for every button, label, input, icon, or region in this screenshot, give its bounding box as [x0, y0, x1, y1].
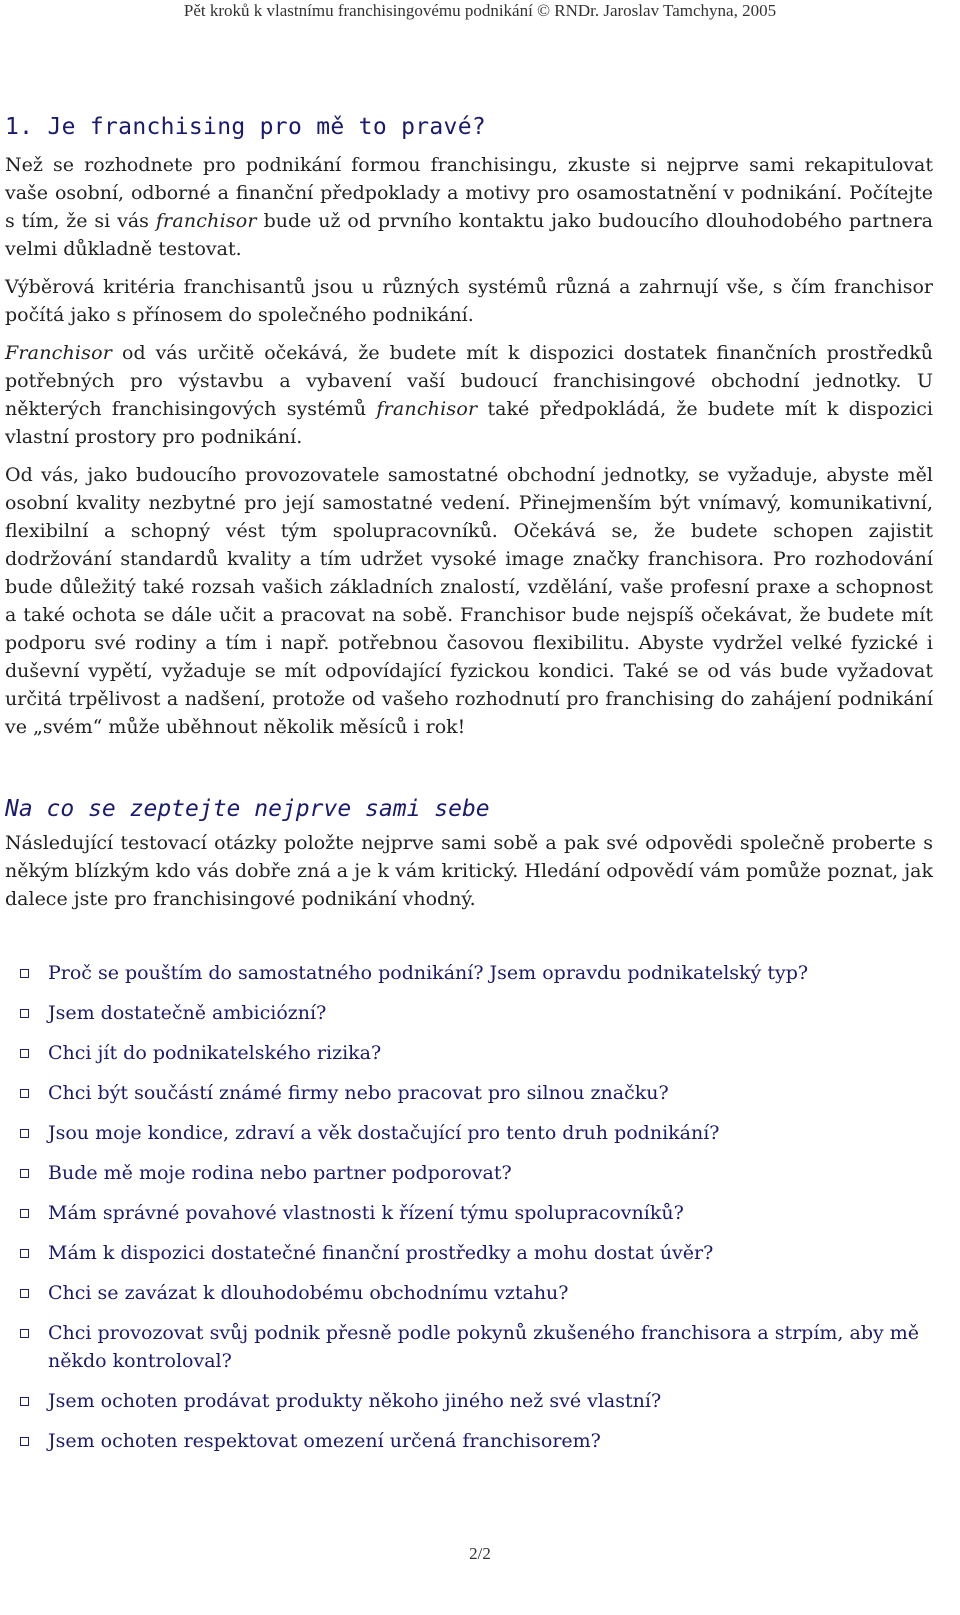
- checkbox-square-icon: [20, 1437, 29, 1446]
- paragraph-criteria: Výběrová kritéria franchisantů jsou u různých systémů různá a zahrnují vše, s čím franchisor počítá jako s přínosem do společného podnikání.: [5, 276, 933, 326]
- section-title: 1. Je franchising pro mě to pravé?: [5, 114, 487, 140]
- question-item: Chci se zavázat k dlouhodobému obchodnímu vztahu?: [5, 1279, 933, 1307]
- question-item: Chci jít do podnikatelského rizika?: [5, 1039, 933, 1067]
- question-item: Jsem ochoten prodávat produkty někoho jiného než své vlastní?: [5, 1387, 933, 1415]
- subsection-title: Na co se zeptejte nejprve sami sebe: [5, 796, 490, 822]
- checkbox-square-icon: [20, 1089, 29, 1098]
- question-item: Jsem ochoten respektovat omezení určená franchisorem?: [5, 1427, 933, 1455]
- checkbox-square-icon: [20, 969, 29, 978]
- paragraph-questions-intro: Následující testovací otázky položte nejprve sami sobě a pak své odpovědi společně proberte s někým blízkým kdo vás dobře zná a je k vám kritický. Hledání odpovědí vám pomůže poznat, jak dalece jste pro franchisingové podnikání vhodný.: [5, 832, 933, 910]
- checkbox-square-icon: [20, 1289, 29, 1298]
- checkbox-square-icon: [20, 1049, 29, 1058]
- checkbox-square-icon: [20, 1009, 29, 1018]
- checkbox-square-icon: [20, 1397, 29, 1406]
- question-item: Mám k dispozici dostatečné finanční prostředky a mohu dostat úvěr?: [5, 1239, 933, 1267]
- question-item: Bude mě moje rodina nebo partner podporovat?: [5, 1159, 933, 1187]
- question-item: Mám správné povahové vlastnosti k řízení týmu spolupracovníků?: [5, 1199, 933, 1227]
- question-list: [5, 959, 933, 1455]
- checkbox-square-icon: [20, 1249, 29, 1258]
- question-item: Chci provozovat svůj podnik přesně podle pokynů zkušeného franchisora a strpím, aby mě někdo kontroloval?: [5, 1319, 933, 1375]
- question-item: Jsou moje kondice, zdraví a věk dostačující pro tento druh podnikání?: [5, 1119, 933, 1147]
- checkbox-square-icon: [20, 1129, 29, 1138]
- question-item: Jsem dostatečně ambiciózní?: [5, 999, 933, 1027]
- document-body: [5, 113, 933, 1467]
- page-number: 2/2: [469, 1544, 491, 1563]
- question-item: Chci být součástí známé firmy nebo pracovat pro silnou značku?: [5, 1079, 933, 1107]
- page-header: Pět kroků k vlastnímu franchisingovému podnikání © RNDr. Jaroslav Tamchyna, 2005: [183, 1, 777, 20]
- paragraph-intro: Než se rozhodnete pro podnikání formou franchisingu, zkuste si nejprve sami rekapitulovat vaše osobní, odborné a finanční předpoklady a motivy pro osamostatnění v podnikání. Počítejte s tím, že si vás franchisor bude už od prvního kontaktu jako budoucího dlouhodobého partnera velmi důkladně testovat.: [5, 154, 933, 260]
- paragraph-finance: Franchisor od vás určitě očekává, že budete mít k dispozici dostatek finančních prostředků potřebných pro výstavbu a vybavení vaší budoucí franchisingové obchodní jednotky. U některých franchisingových systémů franchisor také předpokládá, že budete mít k dispozici vlastní prostory pro podnikání.: [5, 342, 934, 448]
- checkbox-square-icon: [20, 1169, 29, 1178]
- checkbox-square-icon: [20, 1209, 29, 1218]
- question-item: Proč se pouštím do samostatného podnikání? Jsem opravdu podnikatelský typ?: [5, 959, 933, 987]
- paragraph-qualities: Od vás, jako budoucího provozovatele samostatné obchodní jednotky, se vyžaduje, abyste měl osobní kvality nezbytné pro její samostatné vedení. Přinejmenším být vnímavý, komunikativní, flexibilní a schopný vést tým spolupracovníků. Očekává se, že budete schopen zajistit dodržování standardů kvality a tím udržet vysoké image značky franchisora. Pro rozhodování bude důležitý také rozsah vašich základních znalostí, vzdělání, vaše profesní praxe a schopnost a také ochota se dále učit a pracovat na sobě. Franchisor bude nejspíš očekávat, že budete mít podporu své rodiny a tím i např. potřebnou časovou flexibilitu. Abyste vydržel velké fyzické i duševní vypětí, vyžaduje se mít odpovídající fyzickou kondici. Také se od vás bude vyžadovat určitá trpělivost a nadšení, protože od vašeho rozhodnutí pro franchising do zahájení podnikání ve „svém“ může uběhnout několik měsíců i rok!: [5, 464, 933, 738]
- checkbox-square-icon: [20, 1329, 29, 1338]
